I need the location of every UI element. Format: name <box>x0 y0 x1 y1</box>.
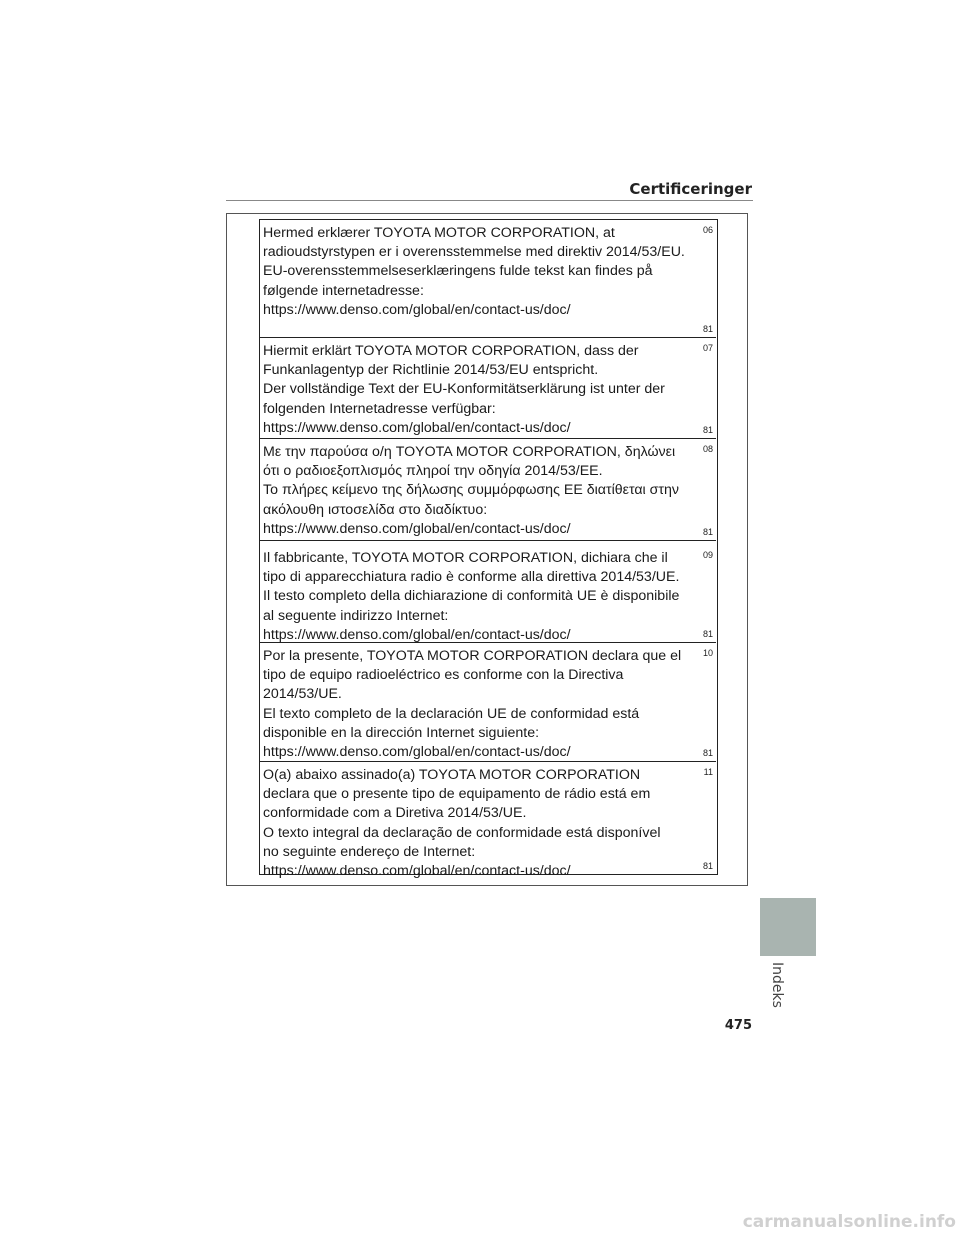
text-line: Il testo completo della dichiarazione di conformità UE è disponibile <box>263 588 680 605</box>
text-line: EU-overensstemmelseserklæringens fulde tekst kan findes på <box>263 263 653 280</box>
section-code-top: 08 <box>702 444 713 454</box>
section-code-top: 11 <box>703 767 713 777</box>
text-line: folgenden Internetadresse verfügbar: <box>263 400 496 417</box>
text-line: https://www.denso.com/global/en/contact-us/doc/ <box>263 301 571 318</box>
declaration-german <box>260 338 716 439</box>
declaration-box <box>259 219 718 880</box>
declaration-text <box>263 549 693 645</box>
text-line: Il fabbricante, TOYOTA MOTOR CORPORATION, dichiara che il <box>263 550 668 566</box>
site-watermark: carmanualsonline.info <box>742 1212 956 1232</box>
section-code-bottom: 81 <box>702 527 713 537</box>
declaration-text <box>263 647 693 762</box>
text-line: https://www.denso.com/global/en/contact-us/doc/ <box>263 419 571 436</box>
section-code-bottom: 81 <box>702 748 713 758</box>
text-line: O(a) abaixo assinado(a) TOYOTA MOTOR CORPORATION <box>263 767 641 783</box>
text-line: O texto integral da declaração de conformidade está disponível <box>263 824 661 841</box>
text-line: ακόλουθη ιστοσελίδα στο διαδίκτυο: <box>263 501 488 518</box>
text-line: ότι ο ραδιοεξοπλισμός πληροί την οδηγία 2014/53/ΕΕ. <box>263 463 603 480</box>
text-line: Hermed erklærer TOYOTA MOTOR CORPORATION, at <box>263 225 615 241</box>
text-line: no seguinte endereço de Internet: <box>263 843 476 860</box>
declaration-danish <box>260 220 716 338</box>
text-line: 2014/53/UE. <box>263 686 342 703</box>
text-line: Funkanlagentyp der Richtlinie 2014/53/EU entspricht. <box>263 362 599 379</box>
section-code-bottom: 81 <box>702 629 713 639</box>
text-line: Με την παρούσα ο/η TOYOTA MOTOR CORPORATION, δηλώνει <box>263 444 676 460</box>
declaration-spanish <box>260 643 716 762</box>
declaration-text <box>263 224 693 320</box>
text-line: Por la presente, TOYOTA MOTOR CORPORATION declara que el <box>263 648 682 664</box>
section-code-top: 06 <box>702 225 713 235</box>
text-line: https://www.denso.com/global/en/contact-us/doc/ <box>263 863 571 880</box>
text-line: følgende internetadresse: <box>263 282 424 299</box>
text-line: https://www.denso.com/global/en/contact-us/doc/ <box>263 520 571 537</box>
text-line: tipo di apparecchiatura radio è conforme alla direttiva 2014/53/UE. <box>263 569 680 586</box>
declaration-text <box>263 443 693 539</box>
header-divider <box>226 200 753 201</box>
section-code-top: 10 <box>702 648 713 658</box>
index-thumb-tab[interactable] <box>760 898 816 956</box>
text-line: al seguente indirizzo Internet: <box>263 607 449 624</box>
page-section-title: Certificeringer <box>629 180 752 198</box>
text-line: declara que o presente tipo de equipamento de rádio está em <box>263 786 651 803</box>
section-code-bottom: 81 <box>702 861 713 871</box>
section-code-bottom: 81 <box>702 425 713 435</box>
text-line: El texto completo de la declaración UE de conformidad está <box>263 705 640 722</box>
text-line: conformidade com a Diretiva 2014/53/UE. <box>263 805 527 822</box>
section-code-top: 09 <box>702 550 713 560</box>
declaration-italian <box>260 541 716 643</box>
section-code-top: 07 <box>702 343 713 353</box>
text-line: Το πλήρες κείμενο της δήλωσης συμμόρφωσης ΕΕ διατίθεται στην <box>263 482 679 499</box>
text-line: Der vollständige Text der EU-Konformitätserklärung ist unter der <box>263 381 665 398</box>
section-code-bottom: 81 <box>702 324 713 334</box>
declaration-greek <box>260 439 716 541</box>
text-line: https://www.denso.com/global/en/contact-us/doc/ <box>263 626 571 643</box>
declaration-portuguese <box>260 762 716 880</box>
text-line: tipo de equipo radioeléctrico es conforme con la Directiva <box>263 667 624 684</box>
declaration-text <box>263 766 693 881</box>
text-line: https://www.denso.com/global/en/contact-us/doc/ <box>263 744 571 761</box>
declaration-text <box>263 342 693 438</box>
text-line: radioudstyrstypen er i overensstemmelse med direktiv 2014/53/EU. <box>263 244 685 261</box>
text-line: Hiermit erklärt TOYOTA MOTOR CORPORATION, dass der <box>263 343 639 359</box>
text-line: disponible en la dirección Internet siguiente: <box>263 724 540 741</box>
page-number: 475 <box>724 1018 752 1033</box>
index-tab-label: Indeks <box>769 962 785 1008</box>
